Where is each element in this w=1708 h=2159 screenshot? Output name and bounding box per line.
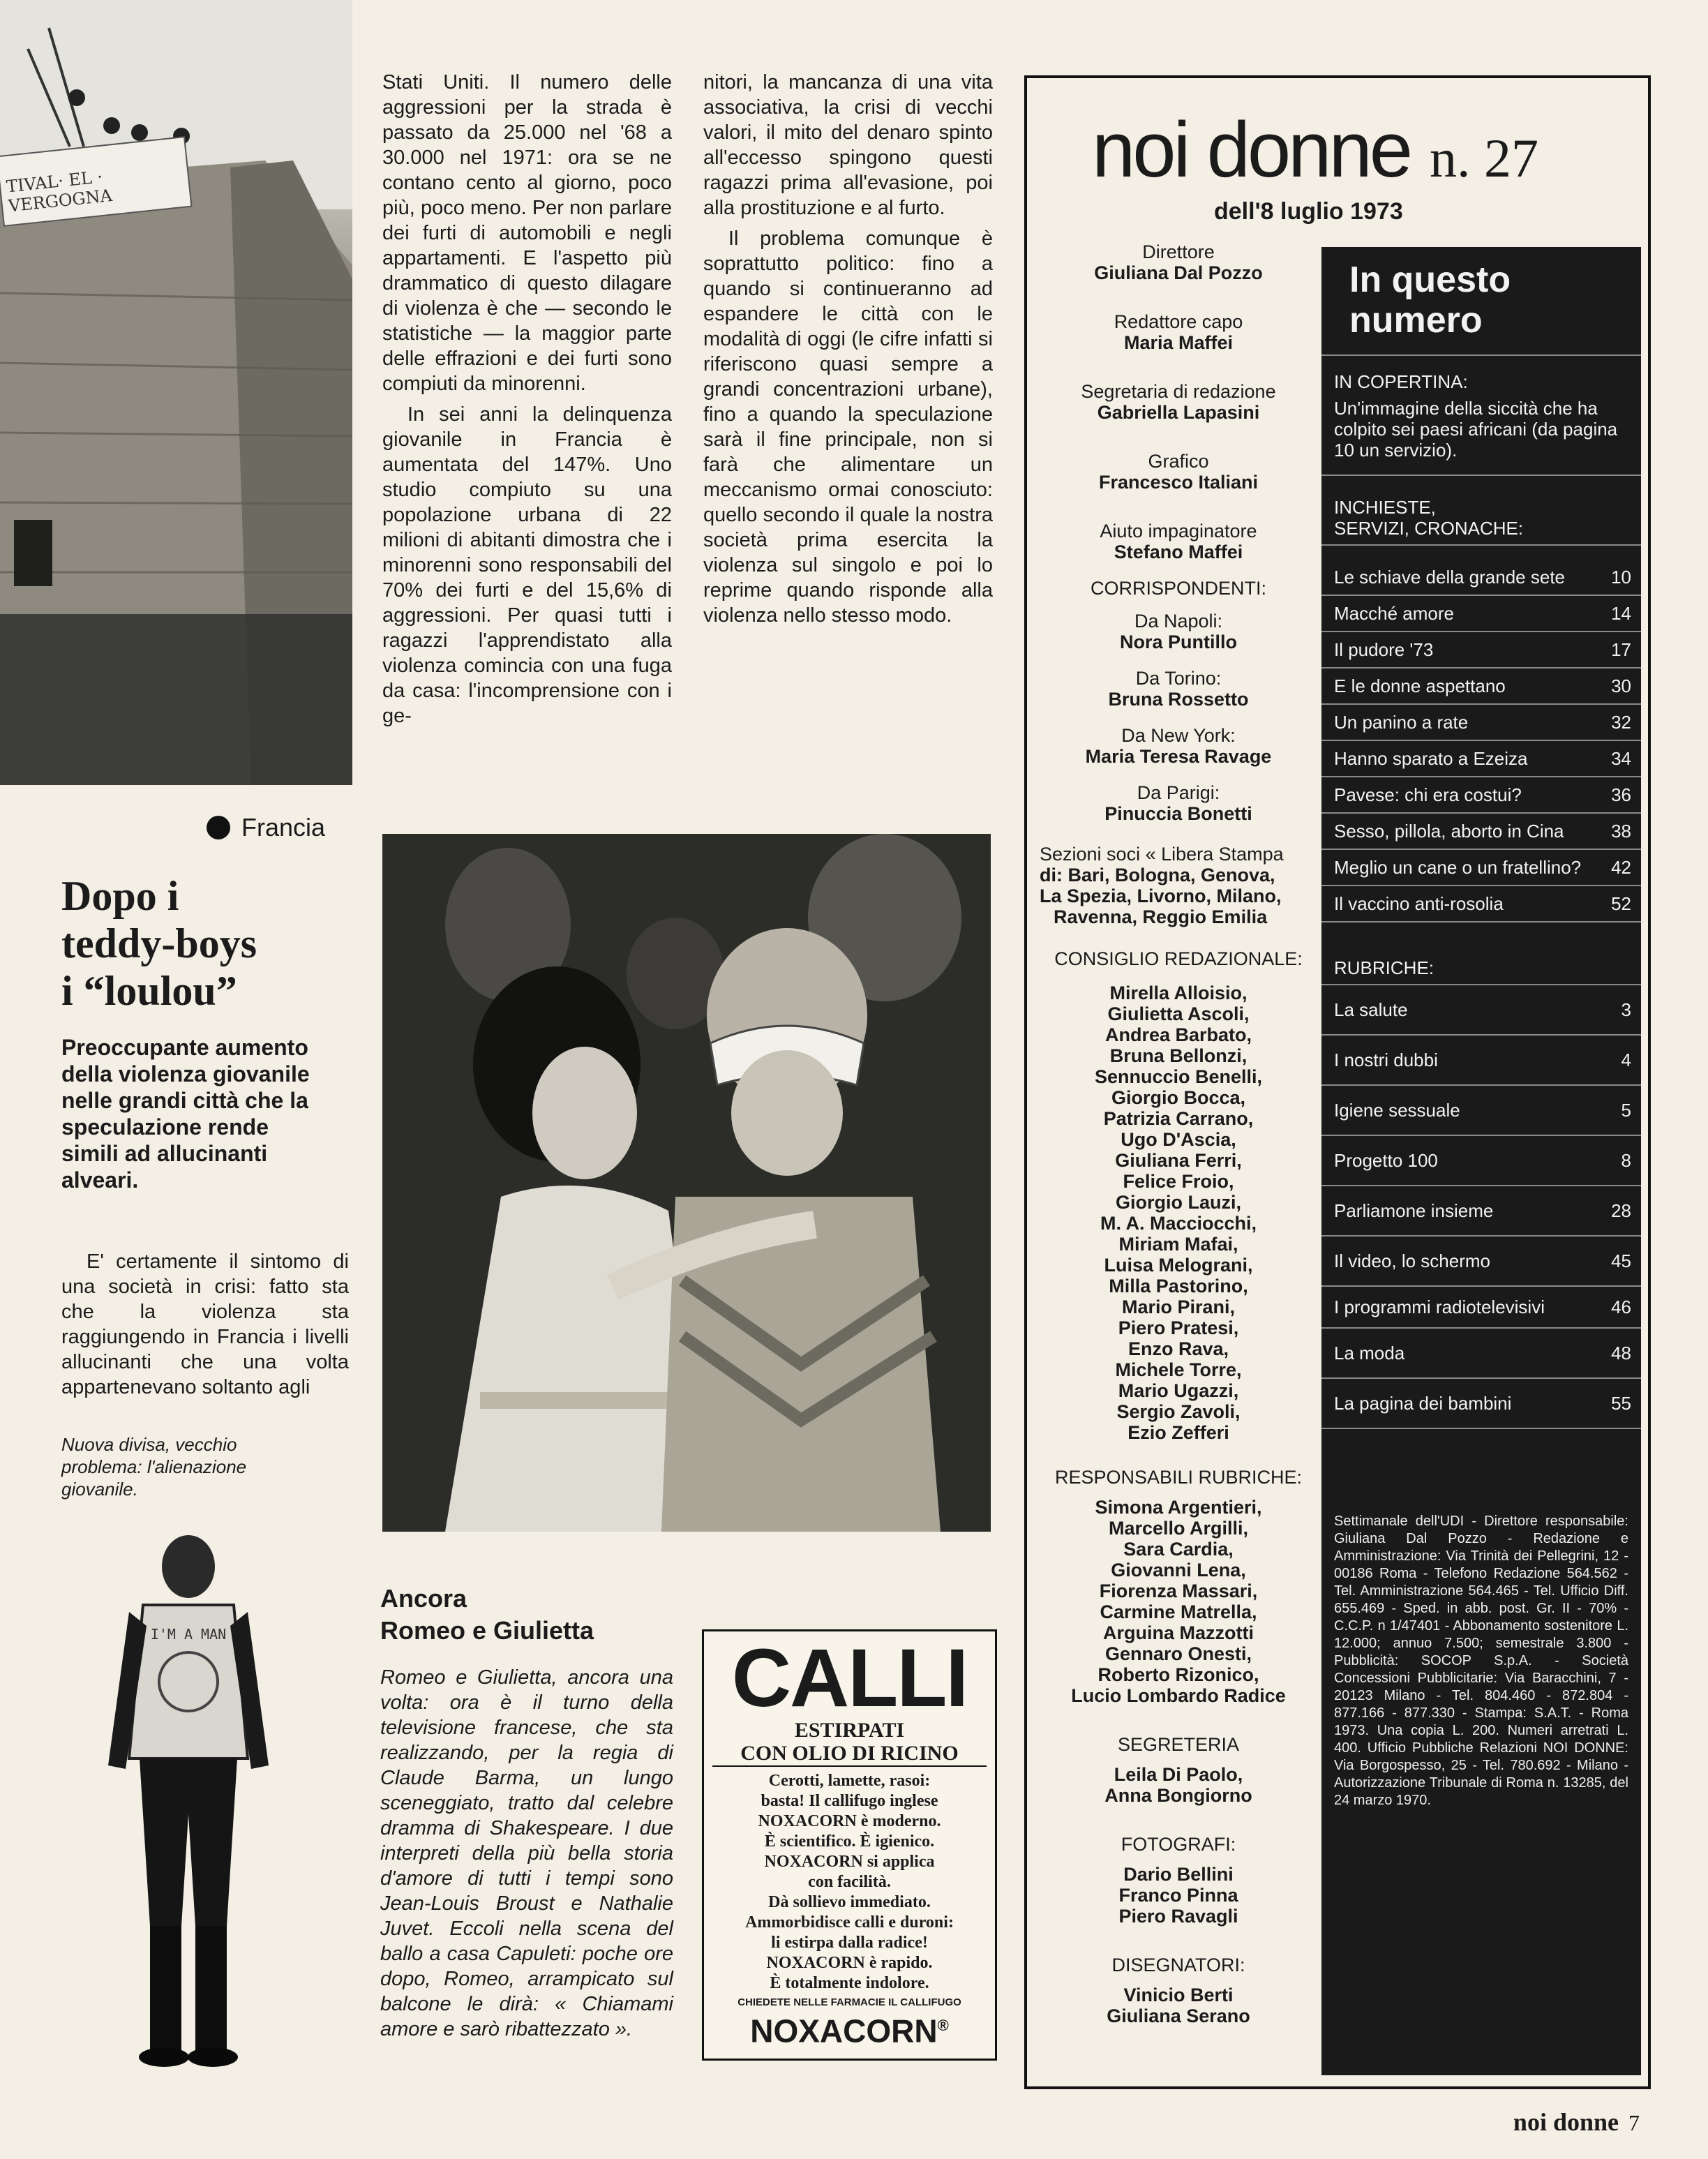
ad-body-line: Cerotti, lamette, rasoi: [768, 1772, 931, 1790]
staff-name: Michele Torre, [1115, 1359, 1242, 1380]
toc-row[interactable] [1321, 596, 1641, 632]
tower-door [14, 520, 52, 586]
toc-row-title: Progetto 100 [1334, 1150, 1438, 1171]
staff-entry [1033, 521, 1324, 562]
toc-row-title: Il vaccino anti-rosolia [1334, 893, 1504, 914]
masthead-title: noi donne [1092, 106, 1411, 193]
toc-row-page: 3 [1621, 999, 1631, 1020]
toc-row-title: Sesso, pillola, aborto in Cina [1334, 821, 1564, 842]
romeo-body: Romeo e Giulietta, ancora una volta: ora è il turno della televisione francese, che sta realizzando, per la regia di Claude Barma, un lungo sceneggiato, tratto dal celebre dramma di Shakespeare. I due interpreti della più bella storia d'amore di tutti i tempi sono Jean-Louis Broust e Nathalie Juvet. Eccoli nella scena del ballo a casa Capuleti: poche ore dopo, Romeo, arrampicato sul balcone le dirà: « Chiamami amore e sarò ribattezzato ». [380, 1666, 673, 2040]
toc-row-page: 48 [1611, 1343, 1631, 1364]
sezioni-line: Sezioni soci « Libera Stampa [1040, 844, 1284, 865]
staff-name: Piero Pratesi, [1118, 1317, 1239, 1338]
toc-row-title: Il pudore '73 [1334, 639, 1434, 660]
staff-name: Sergio Zavoli, [1116, 1401, 1241, 1422]
toc-row[interactable] [1321, 985, 1641, 1036]
banner-text: TIVAL· EL · VERGOGNA [5, 167, 114, 216]
staff-name: Sennuccio Benelli, [1094, 1066, 1263, 1087]
staff-entry [1033, 725, 1324, 767]
toc-row-page: 28 [1611, 1200, 1631, 1221]
tower-photo [0, 0, 352, 785]
staff-name: Mario Ugazzi, [1118, 1380, 1239, 1401]
staff-name: Arguina Mazzotti [1103, 1622, 1254, 1643]
headline-line: Ancora [380, 1584, 467, 1613]
staff-name: Giuliana Dal Pozzo [1094, 262, 1263, 283]
staff-name: Giorgio Bocca, [1111, 1087, 1246, 1108]
article-column-3 [703, 70, 993, 634]
staff-name: Gabriella Lapasini [1097, 402, 1260, 423]
staff-role: Da Parigi: [1137, 782, 1220, 803]
toc-row[interactable] [1321, 705, 1641, 741]
headline-line: Romeo e Giulietta [380, 1616, 594, 1645]
article-column-2 [382, 70, 672, 734]
staff-name: Miriam Mafai, [1118, 1234, 1238, 1255]
staff-entry [1033, 668, 1324, 710]
toc-row-page: 5 [1621, 1100, 1631, 1121]
segreteria-list [1033, 1764, 1324, 1806]
staff-role: Segretaria di redazione [1081, 381, 1276, 402]
disegnatori-list [1033, 1985, 1324, 2026]
staff-name: Pinuccia Bonetti [1104, 803, 1252, 824]
sezioni-line: di: Bari, Bologna, Genova, [1040, 865, 1275, 886]
staff-name: Giorgio Lauzi, [1116, 1192, 1241, 1213]
staff-name: Sara Cardia, [1123, 1539, 1234, 1560]
registered-icon: ® [937, 2017, 949, 2034]
staff-name: Carmine Matrella, [1100, 1601, 1257, 1622]
staff-entry [1033, 311, 1324, 353]
staff-name: Gennaro Onesti, [1104, 1643, 1252, 1664]
toc-row-title: Meglio un cane o un fratellino? [1334, 857, 1582, 878]
footer-brand: noi donne [1513, 2108, 1619, 2136]
toc-row[interactable] [1321, 777, 1641, 814]
toc-title [1321, 247, 1641, 345]
staff-name: Fiorenza Massari, [1099, 1581, 1258, 1601]
staff-name: Nora Puntillo [1120, 632, 1237, 652]
toc-row[interactable] [1321, 546, 1641, 596]
staff-entry [1033, 782, 1324, 824]
staff-name: Stefano Maffei [1114, 541, 1243, 562]
toc-row[interactable] [1321, 1086, 1641, 1136]
ad-body-line: NOXACORN è moderno. [758, 1812, 941, 1830]
masthead-issue: n. 27 [1430, 128, 1539, 188]
staff-name: Mario Pirani, [1121, 1297, 1236, 1317]
staff-name: Roberto Rizonico, [1098, 1664, 1259, 1685]
toc-row[interactable] [1321, 668, 1641, 705]
staff-name: Mirella Alloisio, [1109, 983, 1248, 1003]
toc-row[interactable] [1321, 1287, 1641, 1329]
tower-illustration [0, 0, 352, 785]
headline-line: teddy-boys [61, 920, 257, 966]
ad-body-line: NOXACORN è rapido. [766, 1954, 933, 1972]
headline-line: i “loulou” [61, 968, 237, 1014]
photo-caption: Nuova divisa, vecchio problema: l'alienazione giovanile. [61, 1434, 247, 1500]
toc-rubriche-list [1321, 985, 1641, 1429]
jacket-text: I'M A MAN [150, 1626, 227, 1643]
masthead-date: dell'8 luglio 1973 [1214, 198, 1403, 225]
toc-row-page: 4 [1621, 1049, 1631, 1070]
toc-row-title: Un panino a rate [1334, 712, 1469, 733]
toc-row-title: La moda [1334, 1343, 1405, 1364]
masthead [1092, 105, 1636, 195]
fotografi-heading: FOTOGRAFI: [1121, 1834, 1236, 1855]
toc-row-page: 42 [1611, 857, 1631, 878]
staff-role: Grafico [1148, 451, 1209, 472]
staff-name: Giuliana Serano [1107, 2005, 1250, 2026]
toc-row-page: 14 [1611, 603, 1631, 624]
toc-row[interactable] [1321, 1036, 1641, 1086]
romeo-headline [380, 1583, 673, 1647]
toc-row-title: Il video, lo schermo [1334, 1250, 1490, 1271]
staff-role: Aiuto impaginatore [1100, 521, 1257, 541]
article-paragraph: Il problema comunque è soprattutto politico: fino a quando si continueranno ad espandere le città con le modalità di oggi (le cifre infatti si riferiscono quasi sempre a grandi concentrazioni urbane), fino a quando la speculazione sarà il fine principale, non si farà che alimentare un meccanismo ormai conosciuto: quello secondo il quale la nostra società prima esercita la violenza sul singolo e poi lo reprime quando risponde alla violenza nello stesso modo. [703, 227, 993, 627]
responsabili-list [1033, 1497, 1324, 1706]
toc-heading-line: SERVIZI, CRONACHE: [1334, 518, 1524, 539]
article-paragraph: In sei anni la delinquenza giovanile in Francia è aumentata del 147%. Uno studio compiuto su una popolazione urbana di 22 milioni di abitanti dimostra che i minorenni sono responsabili del 70% dei furti e del 15,6% di aggressioni. Per quasi tutti i ragazzi l'apprendistato alla violenza comincia con una fuga da casa: l'incomprensione con i ge- [382, 403, 672, 727]
ad-body-line: Ammorbidisce calli e duroni: [745, 1913, 954, 1932]
staff-name: Marcello Argilli, [1108, 1518, 1249, 1539]
disegnatori-heading: DISEGNATORI: [1111, 1955, 1245, 1975]
toc-row[interactable] [1321, 1329, 1641, 1379]
staff-name: Anna Bongiorno [1104, 1785, 1252, 1806]
staff-name: Enzo Rava, [1128, 1338, 1229, 1359]
staff-name: Giulietta Ascoli, [1107, 1003, 1250, 1024]
toc-row[interactable] [1321, 632, 1641, 668]
toc-panel [1321, 247, 1641, 2075]
toc-row-page: 52 [1611, 893, 1631, 914]
sezioni-line: La Spezia, Livorno, Milano, [1040, 886, 1282, 906]
ad-body-line: li estirpa dalla radice! [771, 1934, 928, 1952]
staff-entry [1033, 451, 1324, 493]
staff-name: Bruna Rossetto [1108, 689, 1249, 710]
toc-row-page: 36 [1611, 784, 1631, 805]
article-deck: Preoccupante aumento della violenza giovanile nelle grandi città che la speculazione rende simili ad allucinanti alveari. [61, 1035, 310, 1193]
staff-name: Francesco Italiani [1098, 472, 1259, 493]
article-lead: E' certamente il sintomo di una società in crisi: fatto sta che la violenza sta raggiungendo in Francia i livelli allucinanti che una volta appartenevano soltanto agli [61, 1250, 349, 1398]
ad-body-line: Dà sollievo immediato. [768, 1893, 931, 1911]
sezioni-block [1033, 844, 1324, 927]
toc-row-page: 30 [1611, 675, 1631, 696]
section-label [207, 813, 353, 842]
toc-row-title: Macché amore [1334, 603, 1454, 624]
toc-row-page: 10 [1611, 567, 1631, 588]
article-headline [61, 872, 340, 1015]
toc-row[interactable] [1321, 1186, 1641, 1237]
staff-name: Giuliana Ferri, [1115, 1150, 1242, 1171]
staff-role: Da New York: [1121, 725, 1236, 746]
ad-body-line: con facilità. [808, 1873, 891, 1891]
toc-row-title: La pagina dei bambini [1334, 1393, 1512, 1414]
staff-name: Milla Pastorino, [1109, 1276, 1248, 1297]
toc-rubriche-heading: RUBRICHE: [1321, 922, 1641, 985]
staff-name: Luisa Melograni, [1104, 1255, 1253, 1276]
consiglio-heading: CONSIGLIO REDAZIONALE: [1054, 948, 1303, 969]
toc-row[interactable] [1321, 1237, 1641, 1287]
ad-line2: CON OLIO DI RICINO [712, 1742, 987, 1767]
romeo-juliet-photo [382, 834, 991, 1532]
toc-row-title: Le schiave della grande sete [1334, 567, 1566, 588]
staff-name: Simona Argentieri, [1095, 1497, 1262, 1518]
staff-name: Patrizia Carrano, [1103, 1108, 1254, 1129]
toc-row-page: 38 [1611, 821, 1631, 842]
ad-title: CALLI [731, 1632, 968, 1724]
toc-row-page: 55 [1611, 1393, 1631, 1414]
staff-entry [1033, 611, 1324, 652]
staff-name: Dario Bellini [1123, 1864, 1234, 1885]
staff-name: M. A. Macciocchi, [1100, 1213, 1257, 1234]
noxacorn-ad [702, 1629, 997, 2061]
staff-name: Andrea Barbato, [1104, 1024, 1252, 1045]
toc-row-title: Pavese: chi era costui? [1334, 784, 1522, 805]
section-label-text: Francia [241, 813, 326, 842]
ad-brand-text: NOXACORN [750, 2012, 938, 2049]
toc-row-title: La salute [1334, 999, 1408, 1020]
staff-name: Maria Teresa Ravage [1085, 746, 1272, 767]
toc-row[interactable] [1321, 814, 1641, 850]
toc-row-title: I programmi radiotelevisivi [1334, 1297, 1545, 1317]
toc-row-page: 32 [1611, 712, 1631, 733]
toc-row-title: Parliamone insieme [1334, 1200, 1494, 1221]
staff-entry [1033, 381, 1324, 423]
toc-row-title: Igiene sessuale [1334, 1100, 1460, 1121]
juliet-face [532, 1047, 637, 1179]
ad-footer: CHIEDETE NELLE FARMACIE IL CALLIFUGO [737, 1996, 961, 2008]
toc-inchieste-list [1321, 546, 1641, 922]
staff-name: Vinicio Berti [1123, 1985, 1234, 2005]
staff-role: Direttore [1142, 241, 1215, 262]
ad-body-line: È totalmente indolore. [770, 1974, 929, 1992]
staff-name: Leila Di Paolo, [1114, 1764, 1243, 1785]
toc-row-page: 34 [1611, 748, 1631, 769]
toc-cover-text: Un'immagine della siccità che ha colpito sei paesi africani (da pagina 10 un servizio). [1321, 398, 1641, 476]
staff-name: Bruna Bellonzi, [1109, 1045, 1248, 1066]
sezioni-line: Ravenna, Reggio Emilia [1054, 906, 1268, 927]
toc-row-page: 46 [1611, 1297, 1631, 1317]
responsabili-heading: RESPONSABILI RUBRICHE: [1054, 1467, 1303, 1488]
staff-name: Giovanni Lena, [1111, 1560, 1246, 1581]
toc-cover-heading: IN COPERTINA: [1334, 371, 1468, 392]
toc-title-line: In questo [1349, 260, 1511, 300]
toc-row-page: 8 [1621, 1150, 1631, 1171]
staff-name: Franco Pinna [1118, 1885, 1238, 1906]
staff-name: Piero Ravagli [1118, 1906, 1238, 1927]
page-footer [1500, 2107, 1640, 2137]
staff-role: Da Napoli: [1134, 611, 1223, 632]
fotografi-list [1033, 1864, 1324, 1927]
toc-row-title: Hanno sparato a Ezeiza [1334, 748, 1528, 769]
headline-line: Dopo i [61, 873, 179, 919]
staff-name: Ezio Zefferi [1128, 1422, 1229, 1443]
toc-title-line: numero [1349, 300, 1483, 341]
legal-notice: Settimanale dell'UDI - Direttore responsabile: Giuliana Dal Pozzo - Redazione e Amministrazione: Via Trinità dei Pellegrini, 12 - 00186 Roma - Telefono Redazione 564.562 - Tel. Amministrazione 564.465 - Tel. Ufficio Diff. 655.469 - Sped. in abb. post. Gr. II - 70% - C.C.P. n 1/47401 - Abbonamento sostenitore L. 12.000; annuo 7.500; semestrale 3.800 - Pubblicità: SOCOP S.p.A. - Società Concessioni Pubblicitarie: Via Baracchini, 7 - 20123 Milano - Tel. 804.460 - 872.804 - 877.166 - 877.330 - Stampa: S.A.T. - Roma 1973. Una copia L. 200. Numeri arretrati L. 400. Ufficio Pubbliche Relazioni NOI DONNE: Via Borgospesso, 25 - Tel. 780.692 - Milano - Autorizzazione Tribunale di Roma n. 13285, del 24 marzo 1970. [1334, 1514, 1628, 1808]
ad-body-line: basta! Il callifugo inglese [761, 1792, 938, 1810]
page-number: 7 [1628, 2110, 1640, 2135]
segreteria-heading: SEGRETERIA [1117, 1734, 1240, 1755]
biker-illustration [84, 1535, 293, 2072]
biker-photo [84, 1535, 293, 2072]
consiglio-list [1033, 983, 1324, 1443]
bullet-icon [207, 816, 230, 839]
toc-row[interactable] [1321, 1379, 1641, 1429]
staff-name: Lucio Lombardo Radice [1071, 1685, 1286, 1706]
ballroom-illustration [382, 834, 991, 1532]
staff-role: Redattore capo [1114, 311, 1243, 332]
staff-column [1033, 241, 1324, 2026]
article-paragraph: Stati Uniti. Il numero delle aggressioni per la strada è passato da 25.000 nel '68 a 30.000 nel 1971: ora se ne contano cento al giorno, poco più, poco meno. Per non parlare dei furti di automobili e negli appartamenti. E l'aspetto più drammatico di questo dilagare di violenza è che — secondo le statistiche — la maggior parte delle effrazioni e dei furti sono compiuti da minorenni. [382, 71, 672, 395]
ad-body [704, 1767, 995, 1994]
ad-body-line: È scientifico. È igienico. [764, 1832, 935, 1851]
ad-body-line: NOXACORN si applica [764, 1853, 935, 1871]
staff-entry [1033, 241, 1324, 283]
toc-row-title: E le donne aspettano [1334, 675, 1506, 696]
staff-role: Da Torino: [1135, 668, 1222, 689]
toc-row[interactable] [1321, 886, 1641, 922]
toc-heading-line: INCHIESTE, [1334, 497, 1436, 518]
toc-row[interactable] [1321, 741, 1641, 777]
toc-row[interactable] [1321, 850, 1641, 886]
staff-name: Maria Maffei [1123, 332, 1234, 353]
ad-line1: ESTIRPATI [794, 1719, 905, 1742]
article-paragraph: nitori, la mancanza di una vita associativa, la crisi di vecchi valori, il mito del denaro spinto all'eccesso spingono questi ragazzi prima all'evasione, poi alla prostituzione e al furto. [703, 71, 993, 219]
toc-inchieste-heading [1321, 476, 1641, 546]
corrispondenti-heading: CORRISPONDENTI: [1090, 578, 1267, 599]
toc-row-page: 45 [1611, 1250, 1631, 1271]
toc-row-page: 17 [1611, 639, 1631, 660]
staff-name: Ugo D'Ascia, [1121, 1129, 1236, 1150]
toc-row-title: I nostri dubbi [1334, 1049, 1438, 1070]
toc-row[interactable] [1321, 1136, 1641, 1186]
ad-brand [704, 2008, 995, 2048]
staff-name: Felice Froio, [1123, 1171, 1234, 1192]
